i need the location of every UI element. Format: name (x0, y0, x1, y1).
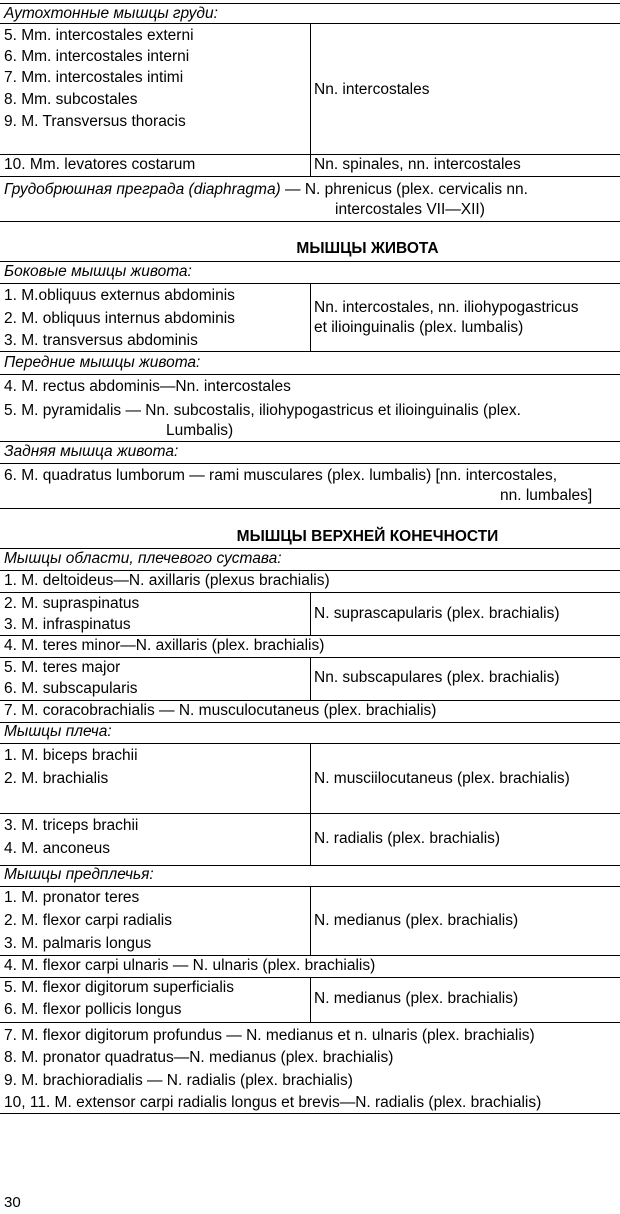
muscle-item: 8. Mm. subcostales (4, 91, 138, 108)
muscle-item: 6. M. quadratus lumborum — rami musculares (plex. lumbalis) [nn. intercostales, (4, 467, 558, 484)
section-heading: Задняя мышца живота: (4, 443, 179, 460)
section-heading: Боковые мышцы живота: (4, 263, 192, 280)
section-heading: Мышцы предплечья: (4, 866, 154, 883)
rule (0, 463, 620, 464)
muscle-item: 3. M. palmaris longus (4, 935, 152, 952)
section-heading: Аутохтонные мышцы груди: (4, 5, 218, 22)
nerve-cell: et ilioinguinalis (plex. lumbalis) (314, 319, 524, 336)
nerve-cell: N. medianus (plex. brachialis) (314, 990, 519, 1007)
column-divider (310, 283, 311, 351)
rule (0, 508, 620, 509)
diaphragm-nerve-continued: intercostales VII—XII) (335, 201, 485, 218)
muscle-item: 6. M. flexor pollicis longus (4, 1001, 182, 1018)
column-divider (310, 977, 311, 1022)
muscle-item: 5. M. flexor digitorum superficialis (4, 979, 234, 996)
muscle-item: 1. M.obliquus externus abdominis (4, 287, 235, 304)
muscle-item: 3. M. transversus abdominis (4, 332, 198, 349)
muscle-item: 7. M. coracobrachialis — N. musculocutaneus (plex. brachialis) (4, 702, 437, 719)
muscle-item: 3. M. infraspinatus (4, 616, 131, 633)
muscle-item: 2. M. flexor carpi radialis (4, 912, 172, 929)
nerve-cell: Nn. subscapulares (plex. brachialis) (314, 669, 560, 686)
muscle-item: 4. M. flexor carpi ulnaris — N. ulnaris (plex. brachialis) (4, 957, 376, 974)
rule (0, 351, 620, 352)
section-title: МЫШЦЫ ЖИВОТА (296, 240, 439, 257)
rule (0, 374, 620, 375)
muscle-item: 4. M. rectus abdominis—Nn. intercostales (4, 378, 291, 395)
muscle-item: 7. Mm. intercostales intimi (4, 69, 184, 86)
muscle-item: 1. M. deltoideus—N. axillaris (plexus brachialis) (4, 572, 330, 589)
muscle-item-continued: Lumbalis) (166, 422, 234, 439)
muscle-item: 2. M. brachialis (4, 770, 109, 787)
section-heading: Передние мышцы живота: (4, 354, 201, 371)
page-number: 30 (4, 1194, 21, 1211)
column-divider (310, 886, 311, 955)
nerve-cell: N. medianus (plex. brachialis) (314, 912, 519, 929)
muscle-item: 3. M. triceps brachii (4, 817, 139, 834)
column-divider (310, 657, 311, 700)
section-heading: Мышцы плеча: (4, 723, 112, 740)
muscle-item-continued: nn. lumbales] (500, 487, 593, 504)
muscle-item: 2. M. obliquus internus abdominis (4, 310, 235, 327)
rule (0, 1022, 620, 1023)
muscle-item: 9. M. Transversus thoracis (4, 113, 186, 130)
rule (0, 176, 620, 177)
muscle-item: 7. M. flexor digitorum profundus — N. medianus et n. ulnaris (plex. brachialis) (4, 1027, 535, 1044)
section-heading: Мышцы области, плечевого сустава: (4, 550, 282, 567)
muscle-item: 1. M. biceps brachii (4, 747, 138, 764)
muscle-item: 5. Mm. intercostales externi (4, 27, 194, 44)
nerve-cell: Nn. spinales, nn. intercostales (314, 156, 521, 173)
muscle-item: 2. M. supraspinatus (4, 595, 140, 612)
rule (0, 221, 620, 222)
muscle-item: 6. M. subscapularis (4, 680, 138, 697)
nerve-cell: Nn. intercostales, nn. iliohypogastricus (314, 299, 579, 316)
muscle-item: 5. M. teres major (4, 659, 121, 676)
diaphragm-term: Грудобрюшная преграда (diaphragma) (4, 181, 281, 198)
nerve-cell: Nn. intercostales (314, 81, 430, 98)
nerve-cell: N. musciilocutaneus (plex. brachialis) (314, 770, 570, 787)
section-title: МЫШЦЫ ВЕРХНЕЙ КОНЕЧНОСТИ (236, 528, 499, 545)
muscle-item: 6. Mm. intercostales interni (4, 48, 190, 65)
muscle-item: 9. M. brachioradialis — N. radialis (plex. brachialis) (4, 1072, 353, 1089)
diaphragm-nerve: — N. phrenicus (plex. cervicalis nn. (280, 181, 528, 198)
muscle-item: 5. M. pyramidalis — Nn. subcostalis, iliohypogastricus et ilioinguinalis (plex. (4, 402, 521, 419)
muscle-item: 4. M. teres minor—N. axillaris (plex. brachialis) (4, 637, 325, 654)
muscle-item: 10, 11. M. extensor carpi radialis longus et brevis—N. radialis (plex. brachialis) (4, 1094, 542, 1111)
muscle-item: 10. Mm. levatores costarum (4, 156, 196, 173)
muscle-item: 8. M. pronator quadratus—N. medianus (plex. brachialis) (4, 1049, 394, 1066)
column-divider (310, 592, 311, 635)
column-divider (310, 743, 311, 865)
column-divider (310, 23, 311, 176)
diaphragm-line (4, 180, 528, 200)
muscle-item: 1. M. pronator teres (4, 889, 140, 906)
nerve-cell: N. radialis (plex. brachialis) (314, 830, 501, 847)
nerve-cell: N. suprascapularis (plex. brachialis) (314, 605, 560, 622)
rule (0, 1113, 620, 1114)
muscle-item: 4. M. anconeus (4, 840, 110, 857)
